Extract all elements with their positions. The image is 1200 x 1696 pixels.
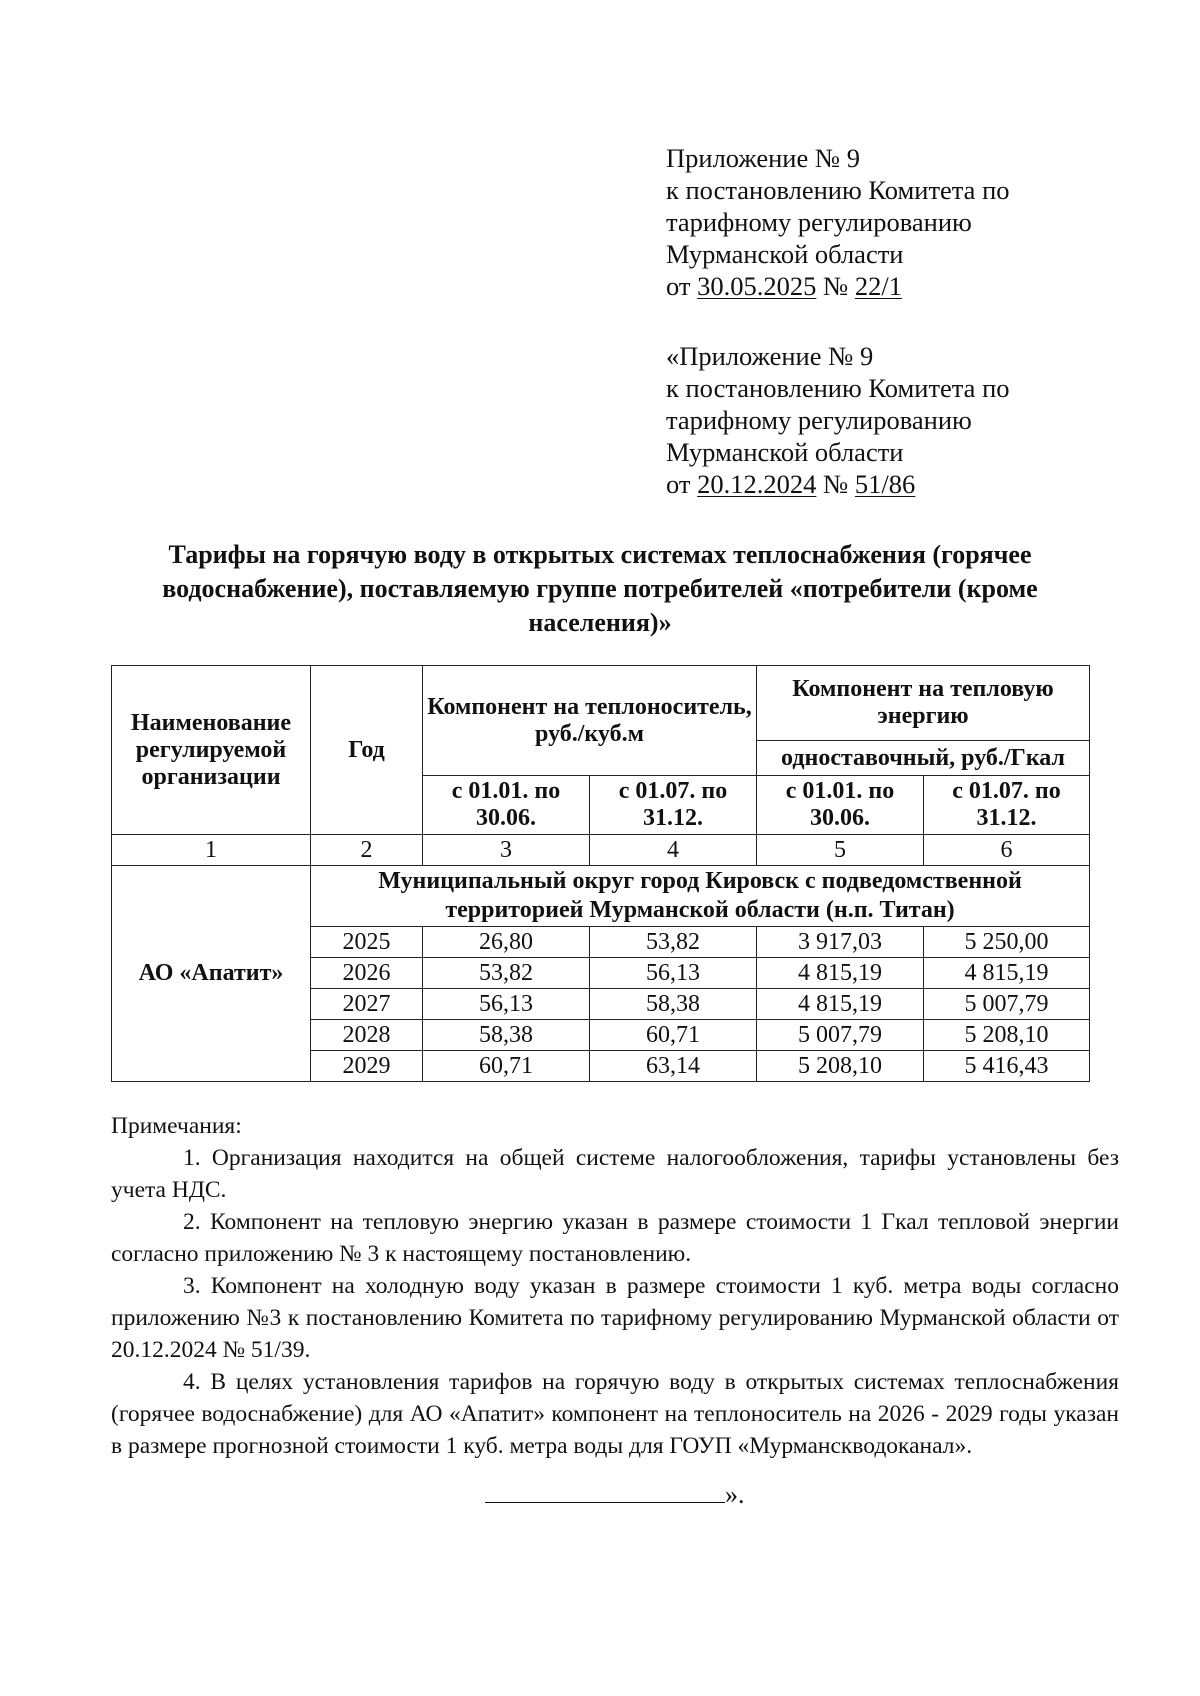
cell-carrier-h2: 53,82 — [590, 927, 757, 958]
appendix-line: Приложение № 9 — [666, 143, 861, 173]
closing-line — [485, 1480, 745, 1510]
cell-carrier-h2: 58,38 — [590, 989, 757, 1020]
appendix-date-line — [666, 468, 1010, 500]
cell-energy-h2: 5 250,00 — [924, 927, 1090, 958]
resolution-date: 30.05.2025 — [697, 271, 817, 301]
cell-year: 2027 — [311, 989, 423, 1020]
resolution-number: 51/86 — [854, 469, 916, 499]
closing-quote-mark: ». — [725, 1480, 745, 1509]
appendix-line: тарифному регулированию — [666, 207, 972, 237]
cell-carrier-h1: 26,80 — [423, 927, 590, 958]
cell-carrier-h1: 58,38 — [423, 1020, 590, 1051]
appendix-header-original — [666, 340, 1010, 500]
organization-name: АО «Апатит» — [112, 866, 311, 1082]
date-prefix: от — [666, 271, 698, 301]
cell-carrier-h1: 60,71 — [423, 1051, 590, 1082]
number-prefix: № — [816, 469, 855, 499]
cell-energy-h2: 5 007,79 — [924, 989, 1090, 1020]
column-number: 5 — [757, 835, 924, 866]
note-item: 2. Компонент на тепловую энергию указан в размере стоимости 1 Гкал тепловой энергии согласно приложению № 3 к настоящему постановлению. — [111, 1209, 1119, 1267]
cell-carrier-h1: 56,13 — [423, 989, 590, 1020]
header-carrier-component: Компонент на теплоноситель, руб./куб.м — [423, 666, 757, 776]
appendix-header-current — [666, 142, 1010, 302]
notes-heading: Примечания: — [111, 1113, 242, 1139]
cell-energy-h1: 5 208,10 — [757, 1051, 924, 1082]
cell-year: 2029 — [311, 1051, 423, 1082]
note-item: 4. В целях установления тарифов на горячую воду в открытых системах теплоснабжения (горячее водоснабжение) для АО «Апатит» компонент на теплоноситель на 2026 - 2029 годы указан в размере прогнозной стоимости 1 куб. метра воды для ГОУП «Мурманскводоканал». — [111, 1369, 1119, 1459]
appendix-date-line — [666, 270, 1010, 302]
appendix-line: Мурманской области — [666, 437, 904, 467]
appendix-line: к постановлению Комитета по — [666, 373, 1010, 403]
cell-energy-h1: 3 917,03 — [757, 927, 924, 958]
cell-carrier-h2: 60,71 — [590, 1020, 757, 1051]
appendix-line: к постановлению Комитета по — [666, 175, 1010, 205]
header-period: с 01.07. по 31.12. — [924, 776, 1090, 835]
cell-carrier-h2: 63,14 — [590, 1051, 757, 1082]
header-year: Год — [311, 666, 423, 835]
note-item: 1. Организация находится на общей системе налогообложения, тарифы установлены без учета НДС. — [111, 1145, 1119, 1203]
column-number: 2 — [311, 835, 423, 866]
cell-year: 2026 — [311, 958, 423, 989]
header-period: с 01.01. по 30.06. — [423, 776, 590, 835]
header-energy-rate-type: одноставочный, руб./Гкал — [757, 741, 1090, 776]
cell-year: 2025 — [311, 927, 423, 958]
header-organization: Наименование регулируемой организации — [112, 666, 311, 835]
document-title: Тарифы на горячую воду в открытых системах теплоснабжения (горячее водоснабжение), поставляемую группе потребителей «потребители (кроме населения)» — [162, 540, 1038, 637]
cell-energy-h2: 5 416,43 — [924, 1051, 1090, 1082]
header-energy-component: Компонент на тепловую энергию — [757, 666, 1090, 741]
tariff-table — [111, 665, 1090, 1082]
column-number: 1 — [112, 835, 311, 866]
column-number: 6 — [924, 835, 1090, 866]
number-prefix: № — [816, 271, 855, 301]
cell-year: 2028 — [311, 1020, 423, 1051]
note-item: 3. Компонент на холодную воду указан в размере стоимости 1 куб. метра воды согласно приложению №3 к постановлению Комитета по тарифному регулированию Мурманской области от 20.12.2024 № 51/39. — [111, 1273, 1119, 1363]
header-period: с 01.07. по 31.12. — [590, 776, 757, 835]
cell-energy-h1: 4 815,19 — [757, 989, 924, 1020]
cell-energy-h2: 4 815,19 — [924, 958, 1090, 989]
cell-energy-h2: 5 208,10 — [924, 1020, 1090, 1051]
cell-energy-h1: 4 815,19 — [757, 958, 924, 989]
cell-carrier-h1: 53,82 — [423, 958, 590, 989]
notes-section — [111, 1110, 1119, 1462]
territory-row: Муниципальный округ город Кировск с подведомственной территорией Мурманской области (н.п. Титан) — [311, 866, 1090, 927]
resolution-number: 22/1 — [854, 271, 903, 301]
cell-energy-h1: 5 007,79 — [757, 1020, 924, 1051]
signature-rule — [485, 1480, 725, 1503]
appendix-line: тарифному регулированию — [666, 405, 972, 435]
appendix-line: Мурманской области — [666, 239, 904, 269]
appendix-line: «Приложение № 9 — [666, 341, 874, 371]
column-number: 3 — [423, 835, 590, 866]
resolution-date: 20.12.2024 — [697, 469, 817, 499]
cell-carrier-h2: 56,13 — [590, 958, 757, 989]
header-period: с 01.01. по 30.06. — [757, 776, 924, 835]
date-prefix: от — [666, 469, 698, 499]
column-number: 4 — [590, 835, 757, 866]
